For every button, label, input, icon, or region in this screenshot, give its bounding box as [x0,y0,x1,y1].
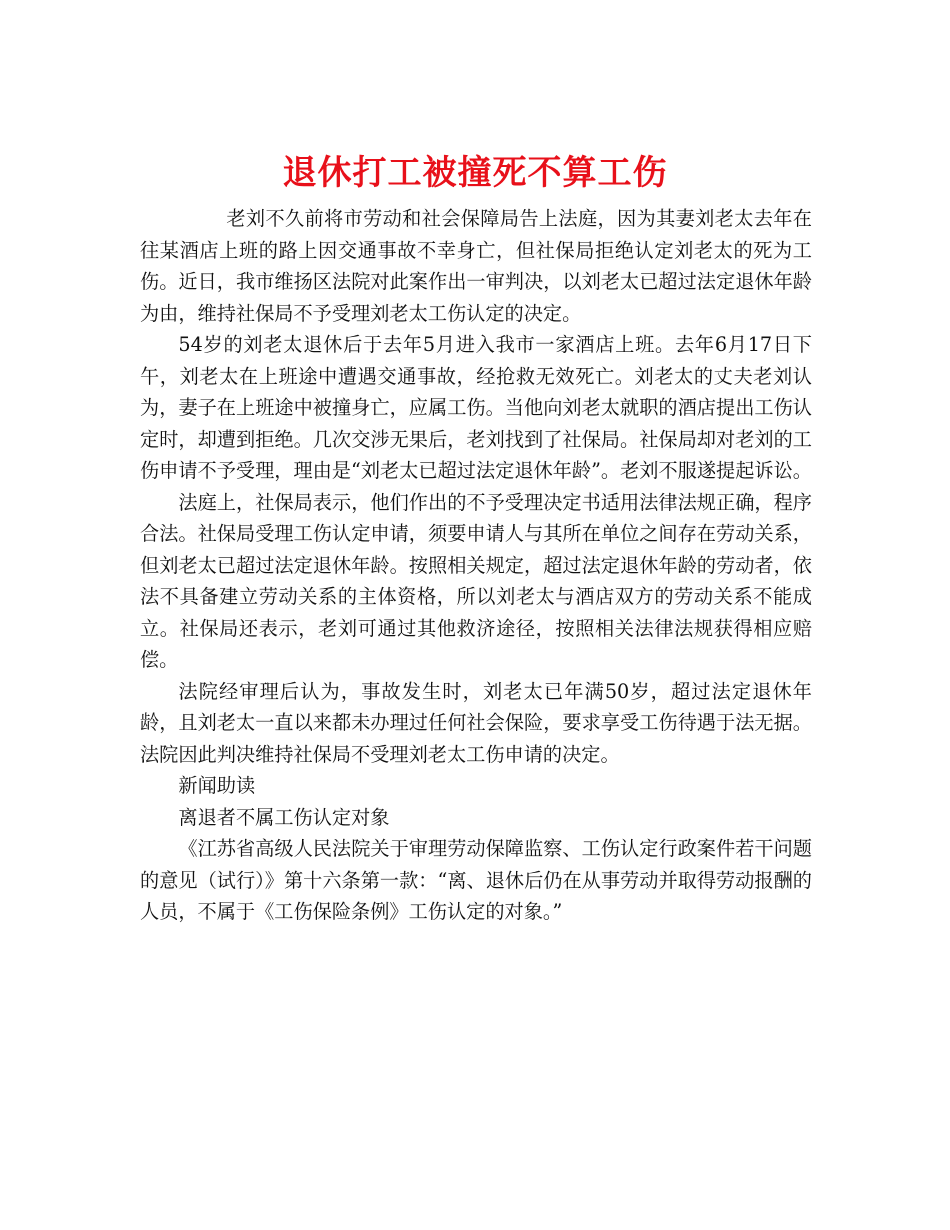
document-body [140,203,812,928]
section-subheading: 离退者不属工伤认定对象 [178,805,390,829]
paragraph-background: 54岁的刘老太退休后于去年5月进入我市一家酒店上班。去年6月17日下午，刘老太在上班途中遭遇交通事故，经抢救无效死亡。刘老太的丈夫老刘认为，妻子在上班途中被撞身亡，应属工伤。当他向刘老太就职的酒店提出工伤认定时，却遭到拒绝。几次交涉无果后，老刘找到了社保局。社保局却对老刘的工伤申请不予受理，理由是“刘老太已超过法定退休年龄”。老刘不服遂提起诉讼。 [140,333,812,482]
document-title: 退休打工被撞死不算工伤 [282,152,668,193]
paragraph-legal-citation: 《江苏省高级人民法院关于审理劳动保障监察、工伤认定行政案件若干问题的意见（试行）》第十六条第一款：“离、退休后仍在从事劳动并取得劳动报酬的人员，不属于《工伤保险条例》工伤认定的对象。” [140,837,812,923]
section-label-news-guide: 新闻助读 [178,774,256,797]
paragraph-intro: 老刘不久前将市劳动和社会保障局告上法庭，因为其妻刘老太去年在往某酒店上班的路上因交通事故不幸身亡，但社保局拒绝认定刘老太的死为工伤。近日，我市维扬区法院对此案作出一审判决，以刘老太已超过法定退休年龄为由，维持社保局不予受理刘老太工伤认定的决定。 [140,207,812,325]
paragraph-court-hearing: 法庭上，社保局表示，他们作出的不予受理决定书适用法律法规正确，程序合法。社保局受理工伤认定申请，须要申请人与其所在单位之间存在劳动关系，但刘老太已超过法定退休年龄。按照相关规定，超过法定退休年龄的劳动者，依法不具备建立劳动关系的主体资格，所以刘老太与酒店双方的劳动关系不能成立。社保局还表示，老刘可通过其他救济途径，按照相关法律法规获得相应赔偿。 [140,490,812,671]
paragraph-verdict: 法院经审理后认为，事故发生时，刘老太已年满50岁，超过法定退休年龄，且刘老太一直以来都未办理过任何社会保险，要求享受工伤待遇于法无据。法院因此判决维持社保局不受理刘老太工伤申请的决定。 [140,679,812,766]
